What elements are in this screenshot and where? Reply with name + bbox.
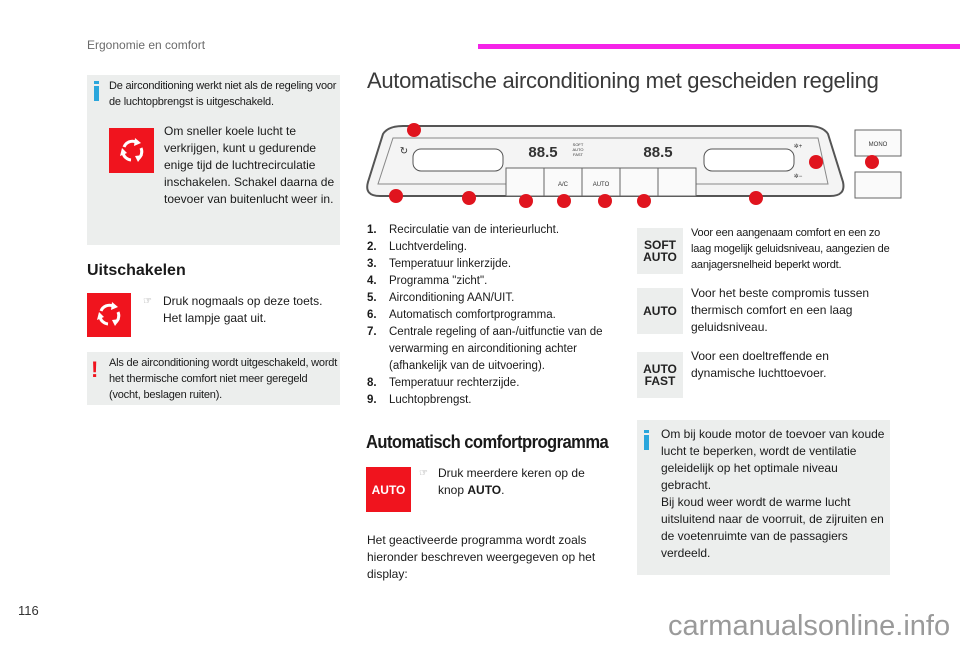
pointing-hand-icon: ☞ [419,468,428,479]
auto-press-text: Druk meerdere keren op de knop AUTO. [438,466,585,497]
list-item: 6. Automatisch comfortprogramma. [367,309,556,321]
climate-panel-diagram [358,112,908,212]
svg-text:✲+: ✲+ [793,144,803,150]
svg-text:88.5: 88.5 [643,144,673,161]
warning-text: Als de airconditioning wordt uitgeschakeld, wordt het thermische comfort niet meer geregeld (vocht, beslagen ruiten). [109,357,338,401]
section-label: Ergonomie en comfort [87,38,206,52]
auto-heading: Automatisch comfortprogramma [366,432,609,452]
svg-text:FAST: FAST [572,152,584,157]
mode-fast-text: Voor een doeltreffende en dynamische luchttoevoer. [691,349,829,380]
list-item: 9. Luchtopbrengst. [367,394,472,406]
info-note: De airconditioning werkt niet als de regeling voor de luchtopbrengst is uitgeschakeld. [109,80,337,108]
svg-text:SOFT: SOFT [572,142,584,147]
warning-box [87,352,340,405]
display-text: Het geactiveerde programma wordt zoals hieronder beschreven weergegeven op het display: [367,533,596,581]
svg-text:MONO: MONO [868,142,888,148]
list-item: 8. Temperatuur rechterzijde. [367,377,520,389]
svg-text:A/C: A/C [557,182,569,188]
info-icon [644,435,649,450]
list-item: 3. Temperatuur linkerzijde. [367,258,512,270]
watermark: carmanualsonline.info [668,610,951,642]
list-item: 1. Recirculatie van de interieurlucht. [367,224,560,236]
warning-icon: ! [91,357,99,382]
svg-text:✲−: ✲− [793,174,803,180]
off-heading: Uitschakelen [87,262,186,279]
info-box [87,75,340,245]
auto-fast-icon: AUTO FAST [637,352,683,398]
recirculation-icon [87,293,131,337]
svg-text:AUTO: AUTO [592,182,610,188]
svg-text:AUTO: AUTO [572,147,584,152]
recirculation-text: Om sneller koele lucht te verkrijgen, kunt u gedurende enige tijd de luchtrecirculatie inschakelen. Schakel daarna de toevoer van buitenlucht weer in. [164,124,335,206]
mode-soft-text: Voor een aangenaam comfort en een zo laag mogelijk geluidsniveau, aangezien de aanjagersnelheid beperkt wordt. [691,227,890,271]
cold-engine-info: Om bij koude motor de toevoer van koude lucht te beperken, wordt de ventilatie geleidelijk op het optimale niveau gebracht. Bij koud weer wordt de warme lucht uitsluitend naar de voorruit, de zijruiten en de voetenruimte van de passagiers verdeeld. [661,427,885,560]
panel-legend-list [367,222,607,409]
list-item: 4. Programma "zicht". [367,275,488,287]
auto-icon: AUTO [366,467,411,512]
svg-text:↻: ↻ [399,146,409,157]
recirculation-icon [109,128,154,173]
section-accent-bar [478,44,960,49]
list-item: 7. Centrale regeling of aan-/uitfunctie van de verwarming en airconditioning achter (afhankelijk van de uitvoering). [367,326,603,372]
info-icon [94,86,99,101]
auto-mode-icon: AUTO [637,288,683,334]
page-number: 116 [18,603,39,618]
soft-auto-icon: SOFT AUTO [637,228,683,274]
svg-text:88.5: 88.5 [528,144,558,161]
mode-auto-text: Voor het beste compromis tussen thermisch comfort en een laag geluidsniveau. [691,286,870,334]
pointing-hand-icon: ☞ [143,296,152,307]
list-item: 2. Luchtverdeling. [367,241,467,253]
off-text: Druk nogmaals op deze toets. Het lampje gaat uit. [163,294,323,325]
list-item: 5. Airconditioning AAN/UIT. [367,292,515,304]
info-box [637,420,890,575]
page-title: Automatische airconditioning met gescheiden regeling [367,68,879,93]
